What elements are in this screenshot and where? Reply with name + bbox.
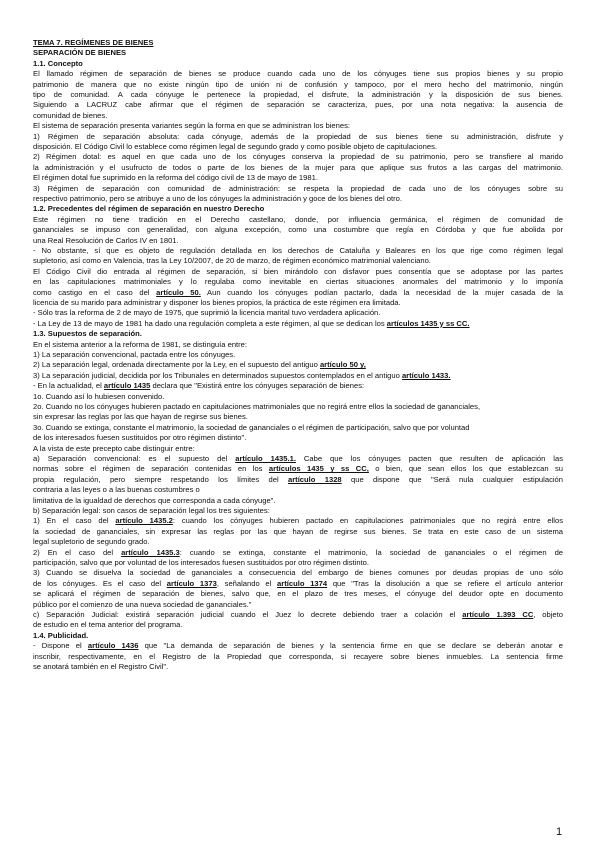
text-line [33,579,563,589]
text-line: 2o. Cuando no los cónyuges hubieren pactado en capitulaciones matrimoniales que no regirá entre ellos la sociedad de gananciales, [33,402,481,411]
text-span: que "La demanda de separación de bienes y la sentencia firme en que se declare se deberán anotar e [138,641,563,651]
text-line: gananciales se impuso con generalidad, con alguna excepción, como una costumbre que regía en Córdoba y que fue abolida por [33,225,563,235]
text-line: sin expresar las reglas por las que hayan de regirse sus bienes. [33,412,248,422]
text-line [33,360,563,370]
text-line: la sociedad de gananciales, sin expresar las reglas por las que hayan de regirse sus bienes. Se trata en este caso de un sistema [33,526,563,536]
text-span: 2) La separación legal, ordenada directamente por la Ley, en el supuesto del antiguo [33,360,320,370]
text-line [33,381,563,391]
paragraph-supuestos [33,340,563,454]
paragraph-variantes [33,121,563,204]
text-span: Aun cuando los cónyuges podían pactarlo, dada la necesidad de la mujer casada de la [200,287,563,297]
text-line: inscribir, respectivamente, en el Registro de la Propiedad que corresponda, si recayere sobre bienes inmuebles. La sentencia firme [33,651,563,661]
document-page [33,38,563,672]
heading-1-1: 1.1. Concepto [33,58,83,68]
text-line: A la vista de este precepto cabe distinguir entre: [33,443,195,453]
text-span: que dispone que "Será nula cualquier estipulación [341,474,563,484]
article-link-1435[interactable]: artículo 1435 [103,381,151,391]
text-line: 2) Régimen dotal: es aquel en que cada uno de los cónyuges conserva la propiedad de su patrimonio, pero se transfiere al marido [33,152,563,162]
document-title: TEMA 7. REGÍMENES DE BIENES [33,38,154,47]
text-line: patrimonio de manera que no existe ningún tipo de unión ni de confusión y tampoco, por el mero hecho del matrimonio, ningún [33,79,563,89]
text-span: , objeto [533,609,563,619]
text-line: público por el comienzo de una nueva sociedad de gananciales." [33,599,252,609]
text-line: Siguiendo a LACRUZ cabe afirmar que el régimen de separación se caracteriza, pues, por una nota negativa: la ausencia de [33,100,563,110]
article-link-1435-ss-cc[interactable]: artículos 1435 y ss CC, [268,464,369,474]
text-line: 1) La separación convencional, pactada entre los cónyuges. [33,349,236,359]
text-span: - La Ley de 13 de mayo de 1981 ha dado una regulación completa a este régimen, al que se dedican los [33,318,387,328]
article-link-1436[interactable]: artículo 1436 [87,641,139,651]
article-link-50-old[interactable]: artículo 50 y, [319,360,366,370]
text-line: Este régimen no tiene tradición en el Derecho castellano, donde, por influencia germánica, el régimen de comunidad de [33,214,563,224]
text-span: : cuando los cónyuges hubieren pactado en capitulaciones patrimoniales que no regirá entre ellos [172,516,563,526]
text-line: 3) Cuando se disuelva la sociedad de gananciales a consecuencia del embargo de bienes comunes por deudas propias de uno sólo [33,568,563,578]
text-line: se anotará también en el Registro Civil". [33,661,169,671]
text-line: respectivo patrimonio, pero se atribuye a uno de los cónyuges la administración y goce de los bienes del otro. [33,193,402,203]
text-line [33,371,563,381]
text-span: - En la actualidad, el [33,381,104,391]
text-span: como castigo en el caso del [33,287,157,297]
text-line [33,548,563,558]
text-line: El llamado régimen de separación de bienes se produce cuando cada uno de los cónyuges tiene sus propios bienes y su propio [33,69,563,79]
text-line: participación, salvo que por voluntad de los interesados fuesen sustituidos por otro régimen distinto. [33,558,370,567]
paragraph-precedentes [33,215,563,329]
text-line: una Real Resolución de Carlos IV en 1801. [33,235,179,245]
article-link-1433[interactable]: artículo 1433. [401,370,451,380]
paragraph-concepto [33,69,563,121]
article-link-1373[interactable]: artículo 1373 [166,578,217,588]
text-line: El régimen dotal fue suprimido en la reforma del código civil de 13 de mayo de 1981. [33,173,318,183]
text-span: de los cónyuges. Es el caso del [33,578,167,588]
text-line [33,288,563,298]
text-span: 1) En el caso del [33,516,116,526]
text-line: de estudio en el tema anterior del programa. [33,620,183,630]
text-span: 3) La separación judicial, decidida por los Tribunales en determinados supuestos contemplados en el antiguo [33,370,402,380]
article-link-1435-3[interactable]: artículo 1435.3 [121,547,180,557]
text-line: - Sólo tras la reforma de 2 de mayo de 1975, que suprimió la licencia marital tuvo verdadera aplicación. [33,308,381,318]
paragraph-separacion-legal [33,506,563,610]
text-line [33,641,563,651]
text-line: la administración y el usufructo de todos o parte de los bienes de la mujer para que aplique sus frutos a las cargas del matrimonio. [33,162,563,172]
text-span: - Dispone el [33,641,88,651]
article-link-1374[interactable]: artículo 1374 [277,578,328,588]
text-line: 3) Régimen de separación con comunidad de administración: se respeta la propiedad de cada uno de los cónyuges sobre su [33,183,563,193]
text-span: que "Tras la disolución a que se refiere el artículo anterior [327,578,563,588]
article-link-1435-ss[interactable]: artículos 1435 y ss CC. [386,318,470,328]
text-span: 2) En el caso del [33,547,122,557]
text-line: contraria a las leyes o a las buenas costumbres o [33,485,200,495]
text-line [33,464,563,474]
text-span: c) Separación Judicial: existirá separación judicial cuando el Juez lo decrete debiendo traer a colación el [33,609,463,619]
text-line: El sistema de separación presenta variantes según la forma en que se administran los bienes: [33,121,351,131]
text-span: , señalando el [216,578,278,588]
text-span: o bien, que sean ellos los que establezcan su [368,464,563,474]
text-line: se aplicará el régimen de separación de bienes, salvo que, en el plazo de tres meses, el cónyuge del deudor opte en documento [33,589,563,599]
text-line: b) Separación legal: son casos de separación legal los tres siguientes: [33,506,270,516]
heading-1-2: 1.2. Precedentes del régimen de separación en nuestro Derecho [33,204,265,214]
text-line: supletorio, así como en Valencia, tras la Ley 10/2007, de 20 de marzo, de régimen económico matrimonial valenciano. [33,256,431,266]
text-line: tipo de comunidad. A cada cónyuge le pertenece la propiedad, el disfrute, la administración y la disposición de sus bienes. [33,90,563,99]
text-line: comunidad de bienes. [33,110,108,120]
text-line: legal supletorio de segundo grado. [33,537,150,547]
text-span: a) Separación convencional: es el supuesto del [33,454,236,464]
text-line: licencia de su marido para administrar y disponer los bienes propios, la práctica de este régimen era limitada. [33,297,401,307]
text-line: - No obstante, sí que es objeto de regulación detallada en los derechos de Cataluña y Baleares en los que rige como régimen legal [33,245,563,255]
paragraph-separacion-judicial [33,610,563,631]
text-line: limitativa de la igualdad de derechos que corresponda a cada cónyuge". [33,495,276,505]
text-line [33,475,563,485]
article-link-50[interactable]: artículo 50. [156,287,201,297]
text-line: En el sistema anterior a la reforma de 1981, se distinguía entre: [33,339,248,349]
text-span: normas sobre el régimen de separación contenidas en los [33,464,269,474]
text-span: Cabe que los cónyuges pacten que resulten de aplicación las [295,454,564,464]
article-link-1393[interactable]: artículo 1.393 CC [462,609,534,619]
heading-1-4: 1.4. Publicidad. [33,630,89,640]
article-link-1435-2[interactable]: artículo 1435.2 [115,516,173,526]
text-span: propia regulación, pero siempre respetando los límites del [33,474,288,484]
text-span: : cuando se extinga, constante el matrimonio, la sociedad de gananciales o el régimen de [179,547,564,557]
text-line: El Código Civil dio entrada al régimen de separación, si bien mirándolo con disfavor pues consentía que se adoptase por las partes [33,266,563,276]
article-link-1328[interactable]: artículo 1328 [287,474,342,484]
text-line: 1o. Cuando así lo hubiesen convenido. [33,391,165,401]
paragraph-publicidad [33,641,563,672]
text-line [33,516,563,526]
text-line [33,610,563,620]
text-line: disposición. El Código Civil lo establece como régimen legal de segundo grado y como posible objeto de capitulaciones. [33,141,437,151]
text-line: 3o. Cuando se extinga, constante el matrimonio, la sociedad de gananciales o el régimen de participación, salvo que por voluntad [33,422,470,432]
text-line: de los interesados fuesen sustituidos por otro régimen distinto". [33,433,247,443]
text-line [33,319,563,329]
heading-1-3: 1.3. Supuestos de separación. [33,329,142,339]
text-line: 1) Régimen de separación absoluta: cada cónyuge, además de la propiedad de sus bienes tiene su administración, disfrute y [33,131,563,141]
article-link-1435-1[interactable]: artículo 1435.1. [235,454,296,464]
text-line [33,454,563,464]
text-line: en las capitulaciones matrimoniales y lo regulaba como inevitable en ciertas situaciones anormales del matrimonio y lo imponía [33,277,563,287]
section-subtitle: SEPARACIÓN DE BIENES [33,48,127,58]
text-span: declara que "Existirá entre los cónyuges separación de bienes: [150,381,365,391]
paragraph-separacion-convencional [33,454,563,506]
page-number: 1 [556,826,563,838]
